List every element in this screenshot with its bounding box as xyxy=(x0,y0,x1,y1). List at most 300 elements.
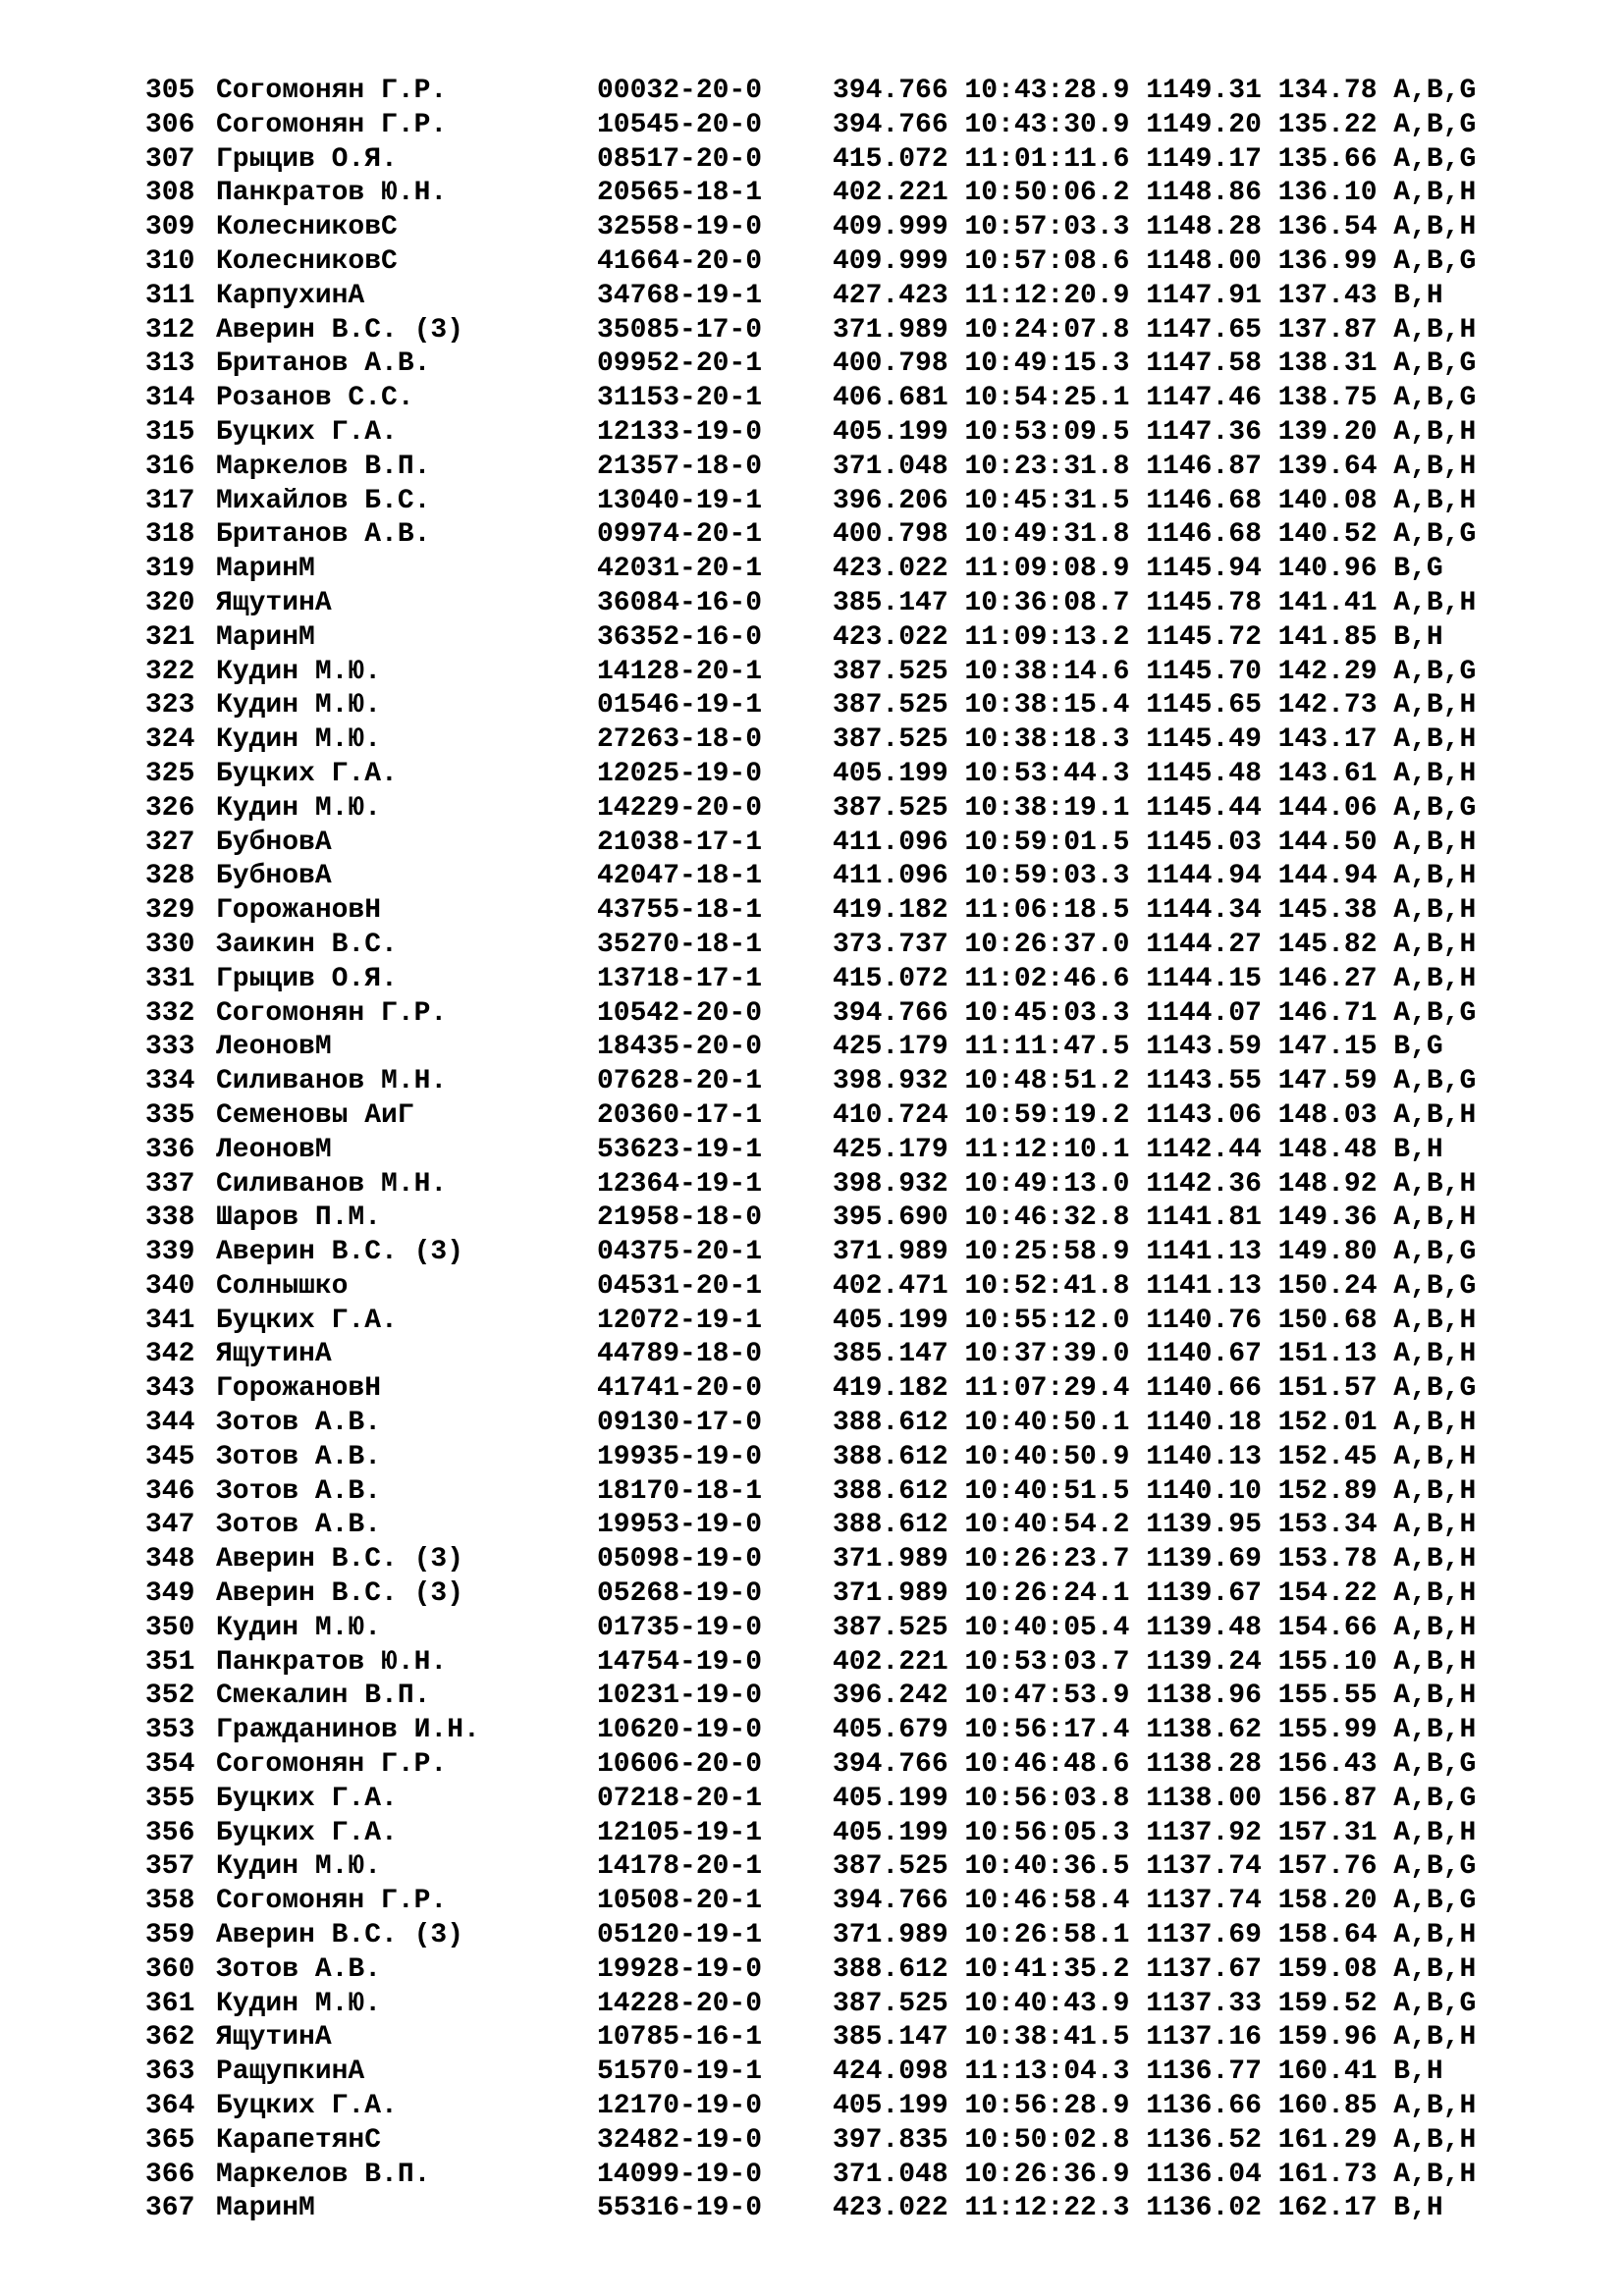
result-values: 387.525 10:38:18.3 1145.49 143.17 A,B,H xyxy=(833,724,1477,756)
result-values: 388.612 10:40:50.1 1140.18 152.01 A,B,H xyxy=(833,1408,1477,1439)
result-values: 395.690 10:46:32.8 1141.81 149.36 A,B,H xyxy=(833,1202,1477,1234)
participant-name: Согомонян Г.Р. xyxy=(216,76,448,106)
result-row xyxy=(145,2021,1618,2056)
participant-name: Аверин В.С. (3) xyxy=(216,1544,464,1575)
result-row xyxy=(145,1612,1618,1646)
result-values: 405.199 10:55:12.0 1140.76 150.68 A,B,H xyxy=(833,1305,1477,1336)
result-values: 385.147 10:38:41.5 1137.16 159.96 A,B,H xyxy=(833,2022,1477,2054)
result-values: 396.242 10:47:53.9 1138.96 155.55 A,B,H xyxy=(833,1681,1477,1712)
result-values: 425.179 11:11:47.5 1143.59 147.15 B,G xyxy=(833,1032,1443,1063)
result-row xyxy=(145,1646,1618,1681)
participant-name: Кудин М.Ю. xyxy=(216,656,382,687)
participant-name: Аверин В.С. (3) xyxy=(216,1920,464,1951)
result-row xyxy=(145,723,1618,758)
result-values: 387.525 10:38:14.6 1145.70 142.29 A,B,G xyxy=(833,656,1477,687)
result-values: 402.221 10:50:06.2 1148.86 136.10 A,B,H xyxy=(833,178,1477,209)
result-row xyxy=(145,1680,1618,1714)
result-row xyxy=(145,827,1618,861)
rank-number: 343 xyxy=(145,1373,195,1405)
rank-number: 363 xyxy=(145,2056,195,2088)
ring-number: 05098-19-0 xyxy=(597,1544,763,1575)
rank-number: 326 xyxy=(145,792,195,824)
rank-number: 342 xyxy=(145,1339,195,1370)
rank-number: 350 xyxy=(145,1612,195,1643)
result-values: 423.022 11:09:13.2 1145.72 141.85 B,H xyxy=(833,621,1443,653)
participant-name: Смекалин В.П. xyxy=(216,1681,431,1712)
participant-name: Гражданинов И.Н. xyxy=(216,1715,480,1746)
participant-name: Зотов А.В. xyxy=(216,1408,382,1439)
result-row xyxy=(145,1783,1618,1817)
result-row xyxy=(145,1305,1618,1339)
rank-number: 338 xyxy=(145,1202,195,1234)
participant-name: Панкратов Ю.Н. xyxy=(216,1646,448,1678)
ring-number: 19935-19-0 xyxy=(597,1441,763,1472)
rank-number: 325 xyxy=(145,758,195,789)
rank-number: 352 xyxy=(145,1681,195,1712)
result-values: 405.199 10:56:05.3 1137.92 157.31 A,B,H xyxy=(833,1817,1477,1848)
rank-number: 348 xyxy=(145,1544,195,1575)
ring-number: 10545-20-0 xyxy=(597,109,763,140)
result-row xyxy=(145,416,1618,451)
rank-number: 328 xyxy=(145,861,195,892)
result-values: 387.525 10:40:36.5 1137.74 157.76 A,B,G xyxy=(833,1851,1477,1883)
ring-number: 14228-20-0 xyxy=(597,1988,763,2019)
rank-number: 330 xyxy=(145,929,195,960)
participant-name: Зотов А.В. xyxy=(216,1953,382,1985)
participant-name: РащупкинА xyxy=(216,2056,365,2088)
participant-name: Буцких Г.А. xyxy=(216,2091,398,2122)
rank-number: 362 xyxy=(145,2022,195,2054)
result-values: 371.989 10:26:58.1 1137.69 158.64 A,B,H xyxy=(833,1920,1477,1951)
rank-number: 344 xyxy=(145,1408,195,1439)
result-values: 397.835 10:50:02.8 1136.52 161.29 A,B,H xyxy=(833,2124,1477,2156)
result-values: 405.199 10:56:03.8 1138.00 156.87 A,B,G xyxy=(833,1783,1477,1814)
rank-number: 347 xyxy=(145,1510,195,1541)
participant-name: Шаров П.М. xyxy=(216,1202,382,1234)
rank-number: 339 xyxy=(145,1237,195,1268)
ring-number: 00032-20-0 xyxy=(597,76,763,106)
participant-name: Кудин М.Ю. xyxy=(216,690,382,721)
participant-name: Согомонян Г.Р. xyxy=(216,997,448,1029)
rank-number: 359 xyxy=(145,1920,195,1951)
rank-number: 317 xyxy=(145,485,195,516)
ring-number: 14229-20-0 xyxy=(597,792,763,824)
ring-number: 41741-20-0 xyxy=(597,1373,763,1405)
rank-number: 356 xyxy=(145,1817,195,1848)
ring-number: 01735-19-0 xyxy=(597,1612,763,1643)
result-values: 394.766 10:46:58.4 1137.74 158.20 A,B,G xyxy=(833,1886,1477,1917)
ring-number: 13718-17-1 xyxy=(597,963,763,994)
participant-name: Согомонян Г.Р. xyxy=(216,109,448,140)
rank-number: 332 xyxy=(145,997,195,1029)
participant-name: МаринМ xyxy=(216,621,315,653)
ring-number: 14178-20-1 xyxy=(597,1851,763,1883)
participant-name: Грыцив О.Я. xyxy=(216,143,398,175)
result-row xyxy=(145,1577,1618,1612)
participant-name: Аверин В.С. (3) xyxy=(216,314,464,346)
ring-number: 35270-18-1 xyxy=(597,929,763,960)
result-values: 419.182 11:07:29.4 1140.66 151.57 A,B,G xyxy=(833,1373,1477,1405)
result-row xyxy=(145,485,1618,519)
ring-number: 34768-19-1 xyxy=(597,280,763,311)
rank-number: 335 xyxy=(145,1099,195,1131)
result-row xyxy=(145,280,1618,314)
rank-number: 360 xyxy=(145,1953,195,1985)
result-row xyxy=(145,1509,1618,1543)
result-row xyxy=(145,1441,1618,1475)
participant-name: КарпухинА xyxy=(216,280,365,311)
participant-name: Британов А.В. xyxy=(216,519,431,551)
participant-name: Британов А.В. xyxy=(216,348,431,380)
rank-number: 364 xyxy=(145,2091,195,2122)
ring-number: 10785-16-1 xyxy=(597,2022,763,2054)
participant-name: ГорожановН xyxy=(216,1373,382,1405)
result-row xyxy=(145,656,1618,690)
rank-number: 346 xyxy=(145,1475,195,1507)
participant-name: Михайлов Б.С. xyxy=(216,485,431,516)
ring-number: 12170-19-0 xyxy=(597,2091,763,2122)
participant-name: БубновА xyxy=(216,827,332,858)
result-row xyxy=(145,177,1618,211)
ring-number: 27263-18-0 xyxy=(597,724,763,756)
participant-name: МаринМ xyxy=(216,554,315,585)
result-row xyxy=(145,1475,1618,1510)
ring-number: 55316-19-0 xyxy=(597,2193,763,2224)
result-values: 387.525 10:38:19.1 1145.44 144.06 A,B,G xyxy=(833,792,1477,824)
rank-number: 331 xyxy=(145,963,195,994)
participant-name: Согомонян Г.Р. xyxy=(216,1749,448,1781)
result-row xyxy=(145,1168,1618,1202)
result-row xyxy=(145,1372,1618,1407)
rank-number: 319 xyxy=(145,554,195,585)
rank-number: 305 xyxy=(145,76,195,106)
rank-number: 322 xyxy=(145,656,195,687)
result-values: 371.048 10:23:31.8 1146.87 139.64 A,B,H xyxy=(833,451,1477,482)
ring-number: 41664-20-0 xyxy=(597,245,763,277)
participant-name: Аверин В.С. (3) xyxy=(216,1237,464,1268)
ring-number: 10620-19-0 xyxy=(597,1715,763,1746)
result-row xyxy=(145,143,1618,178)
participant-name: Солнышко xyxy=(216,1270,349,1302)
result-row xyxy=(145,1543,1618,1577)
result-values: 394.766 10:43:28.9 1149.31 134.78 A,B,G xyxy=(833,76,1477,106)
ring-number: 09130-17-0 xyxy=(597,1408,763,1439)
participant-name: ЯщутинА xyxy=(216,2022,332,2054)
rank-number: 357 xyxy=(145,1851,195,1883)
participant-name: Панкратов Ю.Н. xyxy=(216,178,448,209)
result-row xyxy=(145,963,1618,997)
ring-number: 10231-19-0 xyxy=(597,1681,763,1712)
participant-name: Зотов А.В. xyxy=(216,1475,382,1507)
participant-name: Кудин М.Ю. xyxy=(216,1988,382,2019)
rank-number: 313 xyxy=(145,348,195,380)
ring-number: 10542-20-0 xyxy=(597,997,763,1029)
result-values: 411.096 10:59:01.5 1145.03 144.50 A,B,H xyxy=(833,827,1477,858)
result-values: 411.096 10:59:03.3 1144.94 144.94 A,B,H xyxy=(833,861,1477,892)
ring-number: 05268-19-0 xyxy=(597,1578,763,1610)
result-values: 388.612 10:40:50.9 1140.13 152.45 A,B,H xyxy=(833,1441,1477,1472)
rank-number: 321 xyxy=(145,621,195,653)
ring-number: 20360-17-1 xyxy=(597,1099,763,1131)
result-values: 371.048 10:26:36.9 1136.04 161.73 A,B,H xyxy=(833,2159,1477,2190)
ring-number: 18170-18-1 xyxy=(597,1475,763,1507)
ring-number: 01546-19-1 xyxy=(597,690,763,721)
participant-name: КолесниковС xyxy=(216,245,398,277)
result-values: 396.206 10:45:31.5 1146.68 140.08 A,B,H xyxy=(833,485,1477,516)
result-values: 424.098 11:13:04.3 1136.77 160.41 B,H xyxy=(833,2056,1443,2088)
ring-number: 14099-19-0 xyxy=(597,2159,763,2190)
participant-name: Заикин В.С. xyxy=(216,929,398,960)
participant-name: Маркелов В.П. xyxy=(216,2159,431,2190)
participant-name: Кудин М.Ю. xyxy=(216,792,382,824)
result-values: 423.022 11:12:22.3 1136.02 162.17 B,H xyxy=(833,2193,1443,2224)
result-values: 415.072 11:02:46.6 1144.15 146.27 A,B,H xyxy=(833,963,1477,994)
rank-number: 315 xyxy=(145,416,195,448)
ring-number: 12364-19-1 xyxy=(597,1168,763,1200)
ring-number: 31153-20-1 xyxy=(597,383,763,414)
ring-number: 14754-19-0 xyxy=(597,1646,763,1678)
result-values: 371.989 10:24:07.8 1147.65 137.87 A,B,H xyxy=(833,314,1477,346)
ring-number: 42047-18-1 xyxy=(597,861,763,892)
participant-name: Зотов А.В. xyxy=(216,1510,382,1541)
rank-number: 323 xyxy=(145,690,195,721)
rank-number: 351 xyxy=(145,1646,195,1678)
result-row xyxy=(145,1201,1618,1236)
result-values: 402.221 10:53:03.7 1139.24 155.10 A,B,H xyxy=(833,1646,1477,1678)
ring-number: 09952-20-1 xyxy=(597,348,763,380)
result-values: 388.612 10:41:35.2 1137.67 159.08 A,B,H xyxy=(833,1953,1477,1985)
result-row xyxy=(145,211,1618,245)
rank-number: 337 xyxy=(145,1168,195,1200)
participant-name: Буцких Г.А. xyxy=(216,1817,398,1848)
ring-number: 05120-19-1 xyxy=(597,1920,763,1951)
result-values: 410.724 10:59:19.2 1143.06 148.03 A,B,H xyxy=(833,1099,1477,1131)
ring-number: 09974-20-1 xyxy=(597,519,763,551)
participant-name: Буцких Г.А. xyxy=(216,416,398,448)
result-row xyxy=(145,2056,1618,2090)
ring-number: 13040-19-1 xyxy=(597,485,763,516)
result-row xyxy=(145,451,1618,485)
result-values: 371.989 10:26:23.7 1139.69 153.78 A,B,H xyxy=(833,1544,1477,1575)
result-row xyxy=(145,860,1618,894)
result-values: 415.072 11:01:11.6 1149.17 135.66 A,B,G xyxy=(833,143,1477,175)
rank-number: 308 xyxy=(145,178,195,209)
result-row xyxy=(145,1031,1618,1065)
participant-name: КарапетянС xyxy=(216,2124,382,2156)
result-values: 405.679 10:56:17.4 1138.62 155.99 A,B,H xyxy=(833,1715,1477,1746)
result-row xyxy=(145,758,1618,792)
result-row xyxy=(145,109,1618,143)
result-values: 402.471 10:52:41.8 1141.13 150.24 A,B,G xyxy=(833,1270,1477,1302)
ring-number: 36352-16-0 xyxy=(597,621,763,653)
rank-number: 334 xyxy=(145,1066,195,1097)
ring-number: 19953-19-0 xyxy=(597,1510,763,1541)
result-row xyxy=(145,1270,1618,1305)
result-values: 427.423 11:12:20.9 1147.91 137.43 B,H xyxy=(833,280,1443,311)
participant-name: Розанов С.С. xyxy=(216,383,414,414)
result-values: 405.199 10:53:09.5 1147.36 139.20 A,B,H xyxy=(833,416,1477,448)
result-row xyxy=(145,314,1618,348)
result-row xyxy=(145,2159,1618,2193)
result-row xyxy=(145,553,1618,587)
result-row xyxy=(145,1919,1618,1953)
ring-number: 07628-20-1 xyxy=(597,1066,763,1097)
result-row xyxy=(145,1988,1618,2022)
result-row xyxy=(145,1817,1618,1851)
result-row xyxy=(145,894,1618,929)
result-row xyxy=(145,1407,1618,1441)
participant-name: ЯщутинА xyxy=(216,1339,332,1370)
result-row xyxy=(145,587,1618,621)
result-row xyxy=(145,792,1618,827)
result-values: 388.612 10:40:54.2 1139.95 153.34 A,B,H xyxy=(833,1510,1477,1541)
ring-number: 08517-20-0 xyxy=(597,143,763,175)
participant-name: Силиванов М.Н. xyxy=(216,1168,448,1200)
rank-number: 367 xyxy=(145,2193,195,2224)
result-values: 394.766 10:46:48.6 1138.28 156.43 A,B,G xyxy=(833,1749,1477,1781)
rank-number: 320 xyxy=(145,587,195,618)
participant-name: БубновА xyxy=(216,861,332,892)
result-row xyxy=(145,1099,1618,1134)
rank-number: 312 xyxy=(145,314,195,346)
result-row xyxy=(145,1885,1618,1919)
result-row xyxy=(145,1236,1618,1270)
participant-name: ЛеоновМ xyxy=(216,1032,332,1063)
participant-name: Кудин М.Ю. xyxy=(216,724,382,756)
result-row xyxy=(145,2192,1618,2226)
ring-number: 42031-20-1 xyxy=(597,554,763,585)
rank-number: 318 xyxy=(145,519,195,551)
ring-number: 10508-20-1 xyxy=(597,1886,763,1917)
result-values: 425.179 11:12:10.1 1142.44 148.48 B,H xyxy=(833,1134,1443,1165)
ring-number: 32482-19-0 xyxy=(597,2124,763,2156)
result-row xyxy=(145,382,1618,416)
result-row xyxy=(145,1714,1618,1748)
participant-name: Силиванов М.Н. xyxy=(216,1066,448,1097)
rank-number: 307 xyxy=(145,143,195,175)
ring-number: 10606-20-0 xyxy=(597,1749,763,1781)
result-values: 388.612 10:40:51.5 1140.10 152.89 A,B,H xyxy=(833,1475,1477,1507)
ring-number: 19928-19-0 xyxy=(597,1953,763,1985)
ring-number: 12072-19-1 xyxy=(597,1305,763,1336)
participant-name: Кудин М.Ю. xyxy=(216,1851,382,1883)
result-row xyxy=(145,1065,1618,1099)
participant-name: ЯщутинА xyxy=(216,587,332,618)
rank-number: 309 xyxy=(145,212,195,243)
rank-number: 306 xyxy=(145,109,195,140)
participant-name: Зотов А.В. xyxy=(216,1441,382,1472)
result-row xyxy=(145,1338,1618,1372)
rank-number: 341 xyxy=(145,1305,195,1336)
rank-number: 361 xyxy=(145,1988,195,2019)
result-row xyxy=(145,1134,1618,1168)
rank-number: 327 xyxy=(145,827,195,858)
ring-number: 44789-18-0 xyxy=(597,1339,763,1370)
result-row xyxy=(145,518,1618,553)
result-values: 398.932 10:49:13.0 1142.36 148.92 A,B,H xyxy=(833,1168,1477,1200)
ring-number: 12025-19-0 xyxy=(597,758,763,789)
result-row xyxy=(145,1850,1618,1885)
result-row xyxy=(145,1748,1618,1783)
participant-name: Буцких Г.А. xyxy=(216,1305,398,1336)
result-values: 405.199 10:56:28.9 1136.66 160.85 A,B,H xyxy=(833,2091,1477,2122)
rank-number: 314 xyxy=(145,383,195,414)
ring-number: 14128-20-1 xyxy=(597,656,763,687)
result-values: 394.766 10:43:30.9 1149.20 135.22 A,B,G xyxy=(833,109,1477,140)
result-values: 373.737 10:26:37.0 1144.27 145.82 A,B,H xyxy=(833,929,1477,960)
result-values: 385.147 10:36:08.7 1145.78 141.41 A,B,H xyxy=(833,587,1477,618)
result-values: 371.989 10:26:24.1 1139.67 154.22 A,B,H xyxy=(833,1578,1477,1610)
ring-number: 36084-16-0 xyxy=(597,587,763,618)
ring-number: 04531-20-1 xyxy=(597,1270,763,1302)
rank-number: 310 xyxy=(145,245,195,277)
participant-name: Согомонян Г.Р. xyxy=(216,1886,448,1917)
ring-number: 35085-17-0 xyxy=(597,314,763,346)
ring-number: 32558-19-0 xyxy=(597,212,763,243)
rank-number: 329 xyxy=(145,895,195,927)
ring-number: 04375-20-1 xyxy=(597,1237,763,1268)
result-values: 387.525 10:40:43.9 1137.33 159.52 A,B,G xyxy=(833,1988,1477,2019)
rank-number: 349 xyxy=(145,1578,195,1610)
result-values: 409.999 10:57:08.6 1148.00 136.99 A,B,G xyxy=(833,245,1477,277)
ring-number: 53623-19-1 xyxy=(597,1134,763,1165)
rank-number: 311 xyxy=(145,280,195,311)
ring-number: 18435-20-0 xyxy=(597,1032,763,1063)
result-row xyxy=(145,621,1618,656)
result-values: 419.182 11:06:18.5 1144.34 145.38 A,B,H xyxy=(833,895,1477,927)
result-values: 385.147 10:37:39.0 1140.67 151.13 A,B,H xyxy=(833,1339,1477,1370)
participant-name: Семеновы АиГ xyxy=(216,1099,414,1131)
rank-number: 316 xyxy=(145,451,195,482)
ring-number: 12133-19-0 xyxy=(597,416,763,448)
ring-number: 20565-18-1 xyxy=(597,178,763,209)
participant-name: Грыцив О.Я. xyxy=(216,963,398,994)
result-values: 394.766 10:45:03.3 1144.07 146.71 A,B,G xyxy=(833,997,1477,1029)
result-row xyxy=(145,245,1618,280)
results-list xyxy=(145,75,1618,2226)
ring-number: 21958-18-0 xyxy=(597,1202,763,1234)
participant-name: Кудин М.Ю. xyxy=(216,1612,382,1643)
result-values: 387.525 10:40:05.4 1139.48 154.66 A,B,H xyxy=(833,1612,1477,1643)
result-row xyxy=(145,2090,1618,2124)
rank-number: 366 xyxy=(145,2159,195,2190)
rank-number: 355 xyxy=(145,1783,195,1814)
rank-number: 345 xyxy=(145,1441,195,1472)
participant-name: МаринМ xyxy=(216,2193,315,2224)
ring-number: 21038-17-1 xyxy=(597,827,763,858)
result-values: 400.798 10:49:15.3 1147.58 138.31 A,B,G xyxy=(833,348,1477,380)
result-values: 400.798 10:49:31.8 1146.68 140.52 A,B,G xyxy=(833,519,1477,551)
ring-number: 07218-20-1 xyxy=(597,1783,763,1814)
result-row xyxy=(145,929,1618,963)
ring-number: 51570-19-1 xyxy=(597,2056,763,2088)
rank-number: 353 xyxy=(145,1715,195,1746)
result-row xyxy=(145,2124,1618,2159)
result-values: 409.999 10:57:03.3 1148.28 136.54 A,B,H xyxy=(833,212,1477,243)
participant-name: Маркелов В.П. xyxy=(216,451,431,482)
result-row xyxy=(145,997,1618,1032)
ring-number: 43755-18-1 xyxy=(597,895,763,927)
rank-number: 340 xyxy=(145,1270,195,1302)
participant-name: ЛеоновМ xyxy=(216,1134,332,1165)
participant-name: КолесниковС xyxy=(216,212,398,243)
result-row xyxy=(145,75,1618,109)
result-values: 405.199 10:53:44.3 1145.48 143.61 A,B,H xyxy=(833,758,1477,789)
result-values: 406.681 10:54:25.1 1147.46 138.75 A,B,G xyxy=(833,383,1477,414)
result-values: 398.932 10:48:51.2 1143.55 147.59 A,B,G xyxy=(833,1066,1477,1097)
rank-number: 365 xyxy=(145,2124,195,2156)
result-values: 387.525 10:38:15.4 1145.65 142.73 A,B,H xyxy=(833,690,1477,721)
